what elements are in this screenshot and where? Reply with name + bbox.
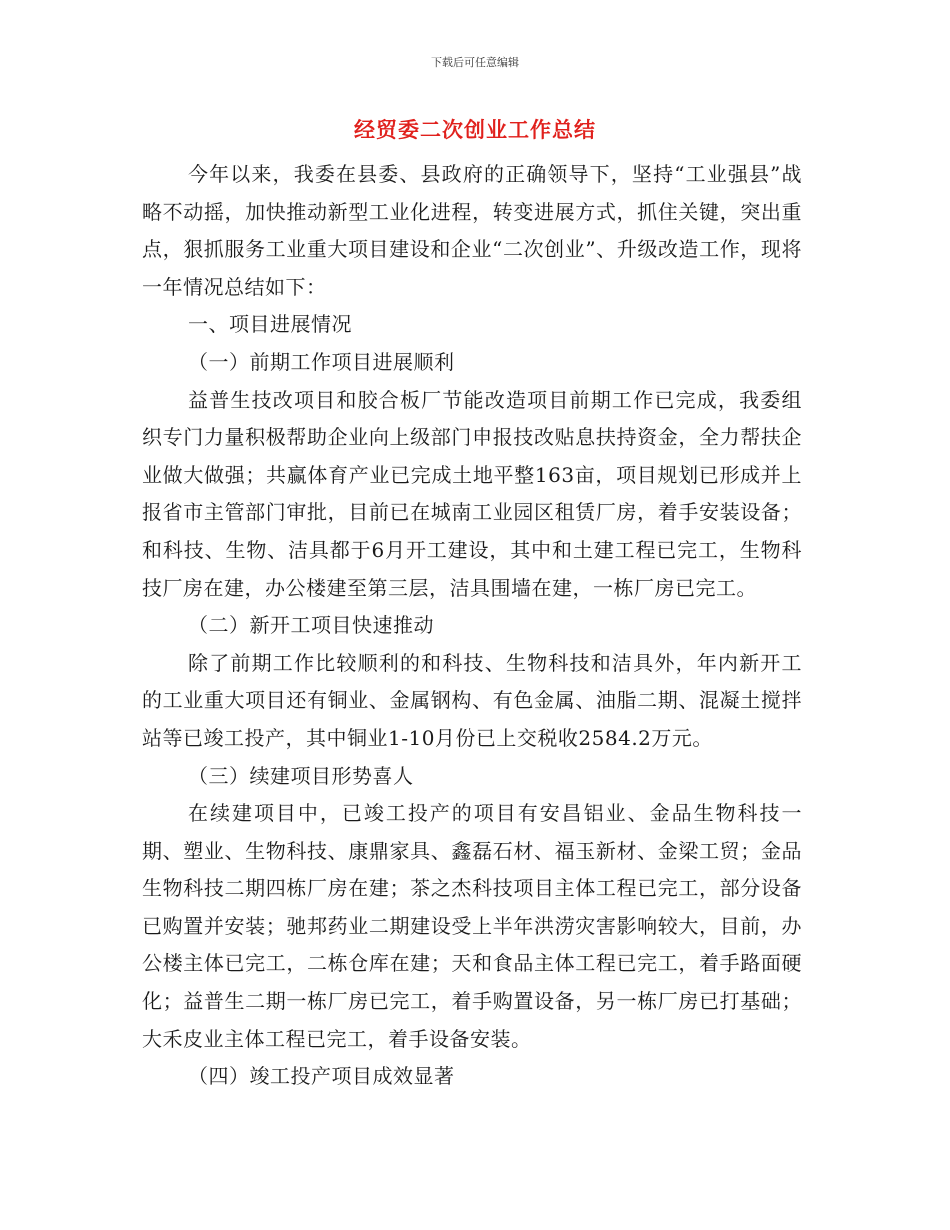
page-header-note: 下载后可任意编辑 [431,56,519,69]
section-heading-1: 一、项目进展情况 [188,312,352,337]
subsection-heading-2: （二）新开工项目快速推动 [188,613,434,638]
subsection-heading-1: （一）前期工作项目进展顺利 [188,349,455,374]
document-body [142,156,802,1096]
body-paragraph-2: 除了前期工作比较顺利的和科技、生物科技和洁具外，年内新开工的工业重大项目还有铜业、金属钢构、有色金属、油脂二期、混凝土搅拌站等已竣工投产，其中铜业1-10月份已上交税收2584.2万元。 [142,650,802,750]
body-paragraph-3: 在续建项目中，已竣工投产的项目有安昌铝业、金品生物科技一期、塑业、生物科技、康鼎家具、鑫磊石材、福玉新材、金梁工贸；金品生物科技二期四栋厂房在建；茶之杰科技项目主体工程已完工，部分设备已购置并安装；驰邦药业二期建设受上半年洪涝灾害影响较大，目前，办公楼主体已完工，二栋仓库在建；天和食品主体工程已完工，着手路面硬化；益普生二期一栋厂房已完工，着手购置设备，另一栋厂房已打基础；大禾皮业主体工程已完工，着手设备安装。 [142,801,802,1051]
body-paragraph-1: 益普生技改项目和胶合板厂节能改造项目前期工作已完成，我委组织专门力量积极帮助企业向上级部门申报技改贴息扶持资金，全力帮扶企业做大做强；共赢体育产业已完成土地平整163亩，项目规划已形成并上报省市主管部门审批，目前已在城南工业园区租赁厂房，着手安装设备；和科技、生物、洁具都于6月开工建设，其中和土建工程已完工，生物科技厂房在建，办公楼建至第三层，洁具围墙在建，一栋厂房已完工。 [142,387,802,600]
document-title: 经贸委二次创业工作总结 [354,118,596,142]
subsection-heading-4: （四）竣工投产项目成效显著 [188,1064,455,1089]
intro-paragraph: 今年以来，我委在县委、县政府的正确领导下，坚持“工业强县”战略不动摇，加快推动新型工业化进程，转变进展方式，抓住关键，突出重点，狠抓服务工业重大项目建设和企业“二次创业”、升级改造工作，现将一年情况总结如下： [142,162,802,299]
subsection-heading-3: （三）续建项目形势喜人 [188,763,414,788]
